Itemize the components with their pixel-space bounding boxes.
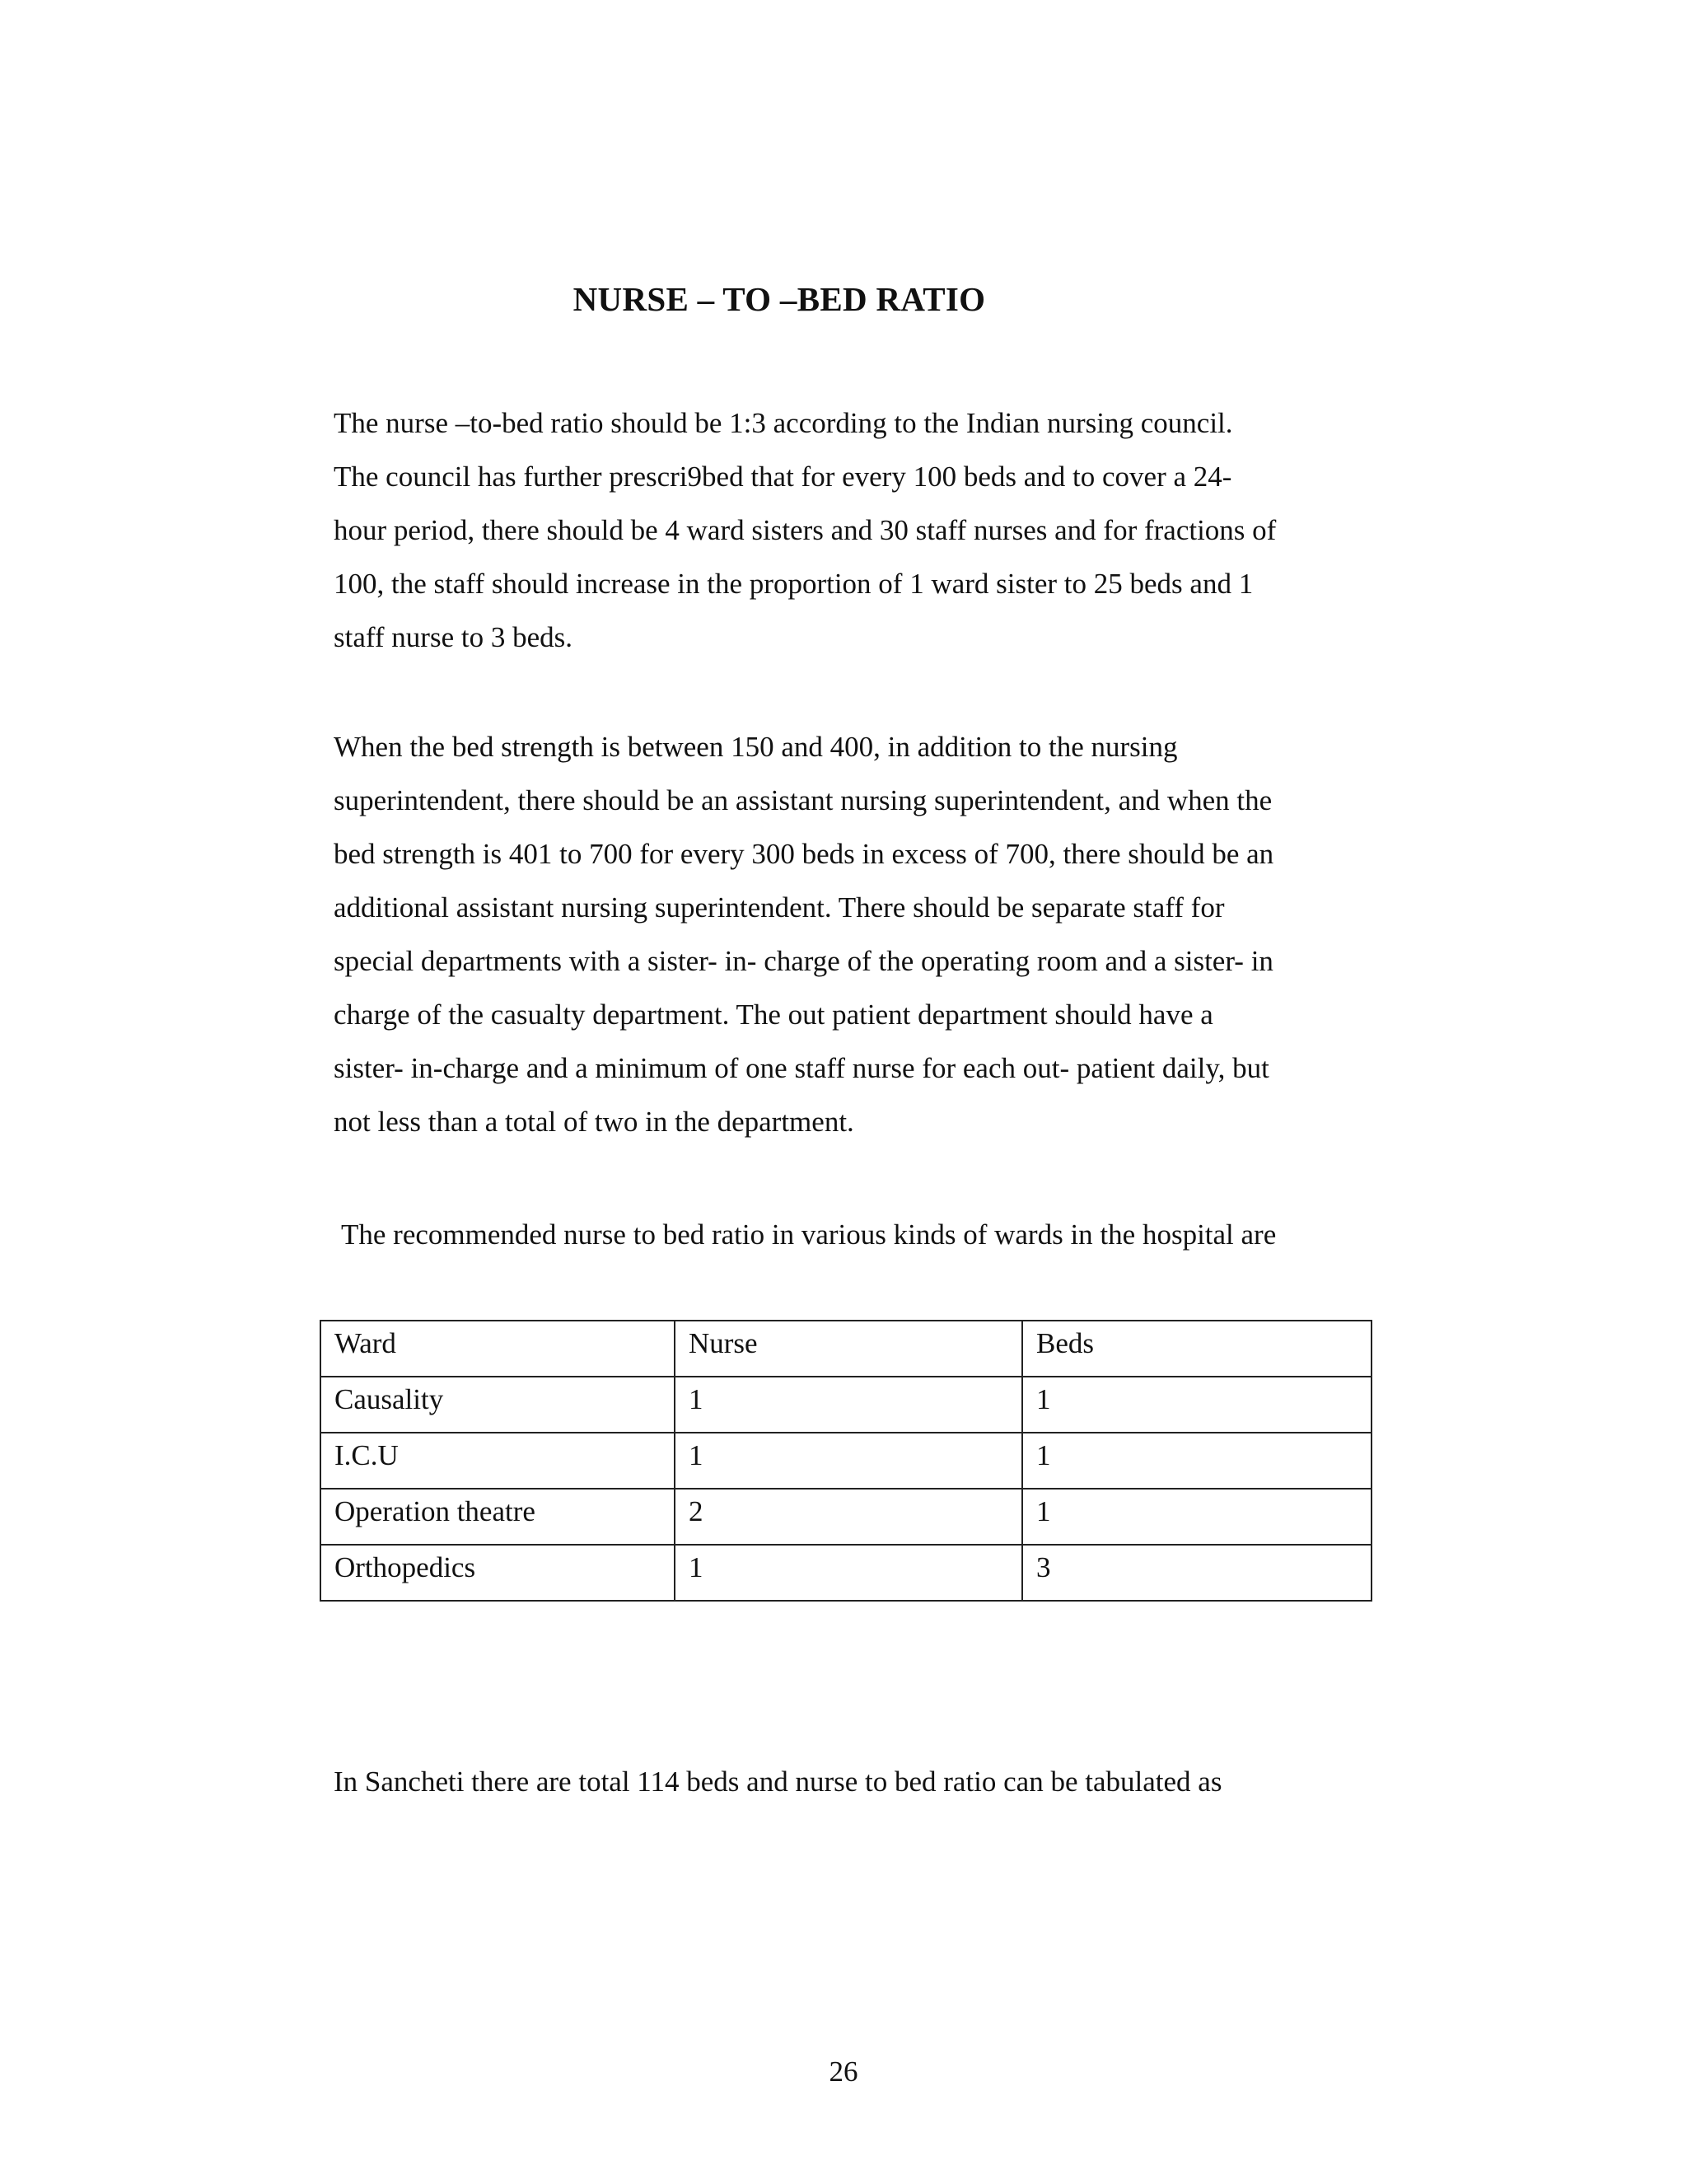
table-cell: I.C.U	[320, 1433, 675, 1489]
page-title-text: NURSE – TO –BED RATIO	[572, 280, 986, 318]
paragraph-line: 100, the staff should increase in the proportion of 1 ward sister to 25 beds and 1	[334, 568, 1254, 600]
page-number: 26	[829, 2055, 858, 2088]
paragraph-line: In Sancheti there are total 114 beds and nurse to bed ratio can be tabulated as	[334, 1765, 1222, 1798]
paragraph-line: bed strength is 401 to 700 for every 300 beds in excess of 700, there should be an	[334, 838, 1274, 870]
table-cell: 1	[1022, 1377, 1372, 1433]
table-cell: Causality	[320, 1377, 675, 1433]
table-header-row	[320, 1321, 1372, 1377]
paragraph-line: When the bed strength is between 150 and 400, in addition to the nursing	[334, 731, 1178, 763]
paragraph-line: superintendent, there should be an assistant nursing superintendent, and when the	[334, 784, 1273, 816]
paragraph-line: not less than a total of two in the department.	[334, 1106, 854, 1138]
paragraph-line: hour period, there should be 4 ward sisters and 30 staff nurses and for fractions of	[334, 514, 1277, 546]
table-cell: 1	[1022, 1433, 1372, 1489]
paragraph-line: charge of the casualty department. The out patient department should have a	[334, 998, 1213, 1031]
table-cell: 3	[1022, 1545, 1372, 1601]
paragraph-sancheti	[334, 1755, 1372, 1808]
table-cell: 1	[675, 1377, 1022, 1433]
table-row	[320, 1377, 1372, 1433]
table-cell: Orthopedics	[320, 1545, 675, 1601]
table-cell: 2	[675, 1489, 1022, 1545]
paragraph-bed-strength	[334, 720, 1372, 1148]
table-cell: 1	[675, 1545, 1022, 1601]
table-row	[320, 1433, 1372, 1489]
table-cell: 1	[675, 1433, 1022, 1489]
paragraph-line: special departments with a sister- in- charge of the operating room and a sister- in	[334, 945, 1273, 977]
paragraph-line: The council has further prescri9bed that for every 100 beds and to cover a 24-	[334, 461, 1232, 493]
paragraph-line: The recommended nurse to bed ratio in various kinds of wards in the hospital are	[341, 1218, 1277, 1251]
paragraph-recommended-ratio	[341, 1208, 1379, 1261]
nurse-bed-ratio-table	[320, 1320, 1372, 1602]
paragraph-line: The nurse –to-bed ratio should be 1:3 according to the Indian nursing council.	[334, 407, 1233, 439]
table-cell: 1	[1022, 1489, 1372, 1545]
paragraph-nursing-council	[334, 396, 1372, 664]
table-cell: Operation theatre	[320, 1489, 675, 1545]
paragraph-line: sister- in-charge and a minimum of one staff nurse for each out- patient daily, but	[334, 1052, 1269, 1084]
table-row	[320, 1545, 1372, 1601]
table-row	[320, 1489, 1372, 1545]
table-header-cell: Nurse	[675, 1321, 1022, 1377]
page-title	[0, 278, 1687, 320]
table-header-cell: Beds	[1022, 1321, 1372, 1377]
paragraph-line: staff nurse to 3 beds.	[334, 621, 572, 653]
table-header-cell: Ward	[320, 1321, 675, 1377]
paragraph-line: additional assistant nursing superintendent. There should be separate staff for	[334, 891, 1225, 924]
